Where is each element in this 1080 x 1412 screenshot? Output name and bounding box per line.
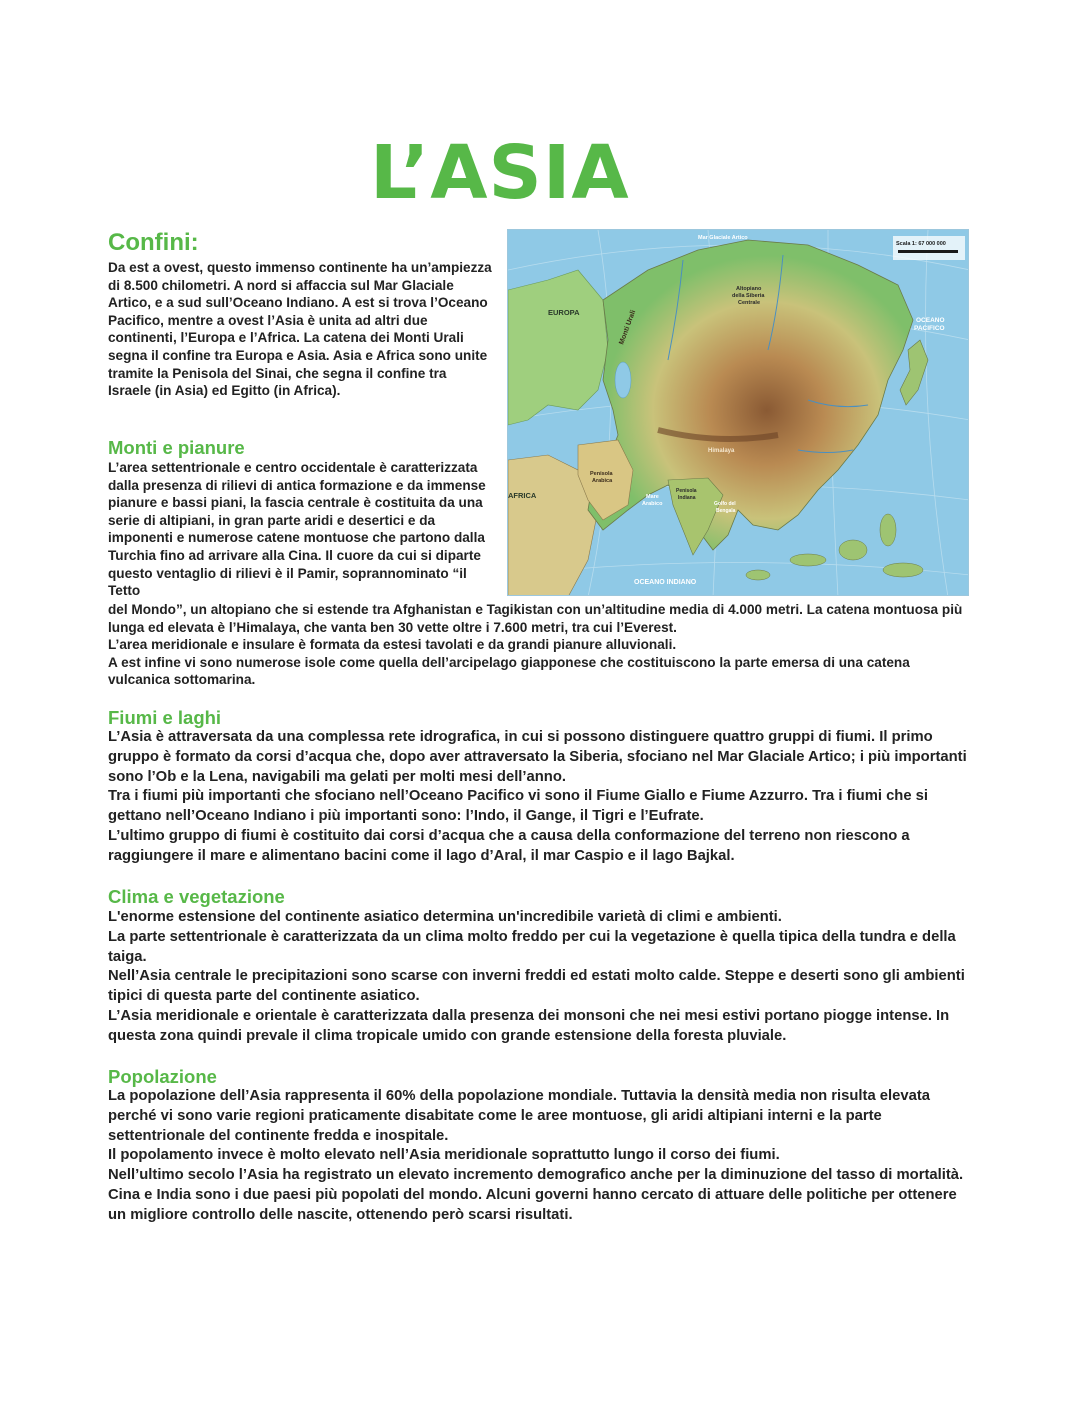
monti-text-wide-2: L’area meridionale e insulare è formata da estesi tavolati e da grandi pianure alluvionali. (108, 637, 677, 653)
map-label-monti-urali: Monti Urali (618, 309, 638, 346)
map-scale-label: Scala 1: 67 000 000 (896, 241, 946, 247)
paragraph-monti-narrow (108, 459, 493, 600)
map-label-golfo-bengala-2: Bengala (716, 508, 736, 514)
popolazione-p1: La popolazione dell’Asia rappresenta il 60% della popolazione mondiale. Tuttavia la densità media non risulta elevata perché vi sono varie regioni praticamente disabitate come le aree montuose, gli aridi altipiani interni e la parte settentrionale del continente fredda e inospitale. (108, 1088, 930, 1144)
map-label-altopiano-siberia-1: Altopiano (736, 286, 762, 292)
heading-monti-pianure: Monti e pianure (108, 437, 245, 458)
map-label-europa: EUROPA (548, 308, 580, 317)
map-label-golfo-bengala-1: Golfo del (714, 501, 736, 507)
paragraph-popolazione (108, 1087, 968, 1226)
monti-text-wide-1: del Mondo”, un altopiano che si estende tra Afghanistan e Tagikistan con un’altitudine media di 4.000 metri. La catena montuosa più lunga ed elevata è l’Himalaya, che vanta ben 30 vette oltre i 7.600 metri, tra cui l’Everest. (108, 602, 963, 635)
heading-confini: Confini: (108, 229, 199, 256)
monti-text-wide-3: A est infine vi sono numerose isole come quella dell’arcipelago giapponese che costituiscono la parte emersa di una catena vulcanica sottomarina. (108, 654, 910, 688)
fiumi-p3: L’ultimo gruppo di fiumi è costituito dai corsi d’acqua che a causa della conformazione del terreno non riescono a raggiungere il mare e alimentano bacini come il lago d’Aral, il mar Caspio e il lago Bajkal. (108, 827, 910, 864)
paragraph-clima (108, 908, 968, 1047)
map-label-himalaya: Himalaya (708, 448, 735, 454)
map-label-penisola-arabica-2: Arabica (592, 478, 613, 484)
clima-p1: L'enorme estensione del continente asiatico determina un'incredibile varietà di climi e ambienti. (108, 909, 782, 925)
clima-p3: Nell’Asia centrale le precipitazioni sono scarse con inverni freddi ed estati molto calde. Steppe e deserti sono gli ambienti tipici di questa parte del continente asiatico. (108, 968, 965, 1005)
heading-popolazione: Popolazione (108, 1066, 217, 1087)
popolazione-p3: Nell’ultimo secolo l’Asia ha registrato un elevato incremento demografico anche per la diminuzione del tasso di mortalità. (108, 1167, 964, 1184)
heading-clima-vegetazione: Clima e vegetazione (108, 886, 285, 907)
map-label-mar-glaciale: Mar Glaciale Artico (698, 235, 748, 241)
asia-physical-map (507, 229, 969, 596)
map-label-penisola-indiana-2: Indiana (678, 495, 696, 501)
heading-fiumi-laghi: Fiumi e laghi (108, 707, 222, 728)
paragraph-fiumi (108, 728, 968, 867)
fiumi-p2: Tra i fiumi più importanti che sfociano nell’Oceano Pacifico vi sono il Fiume Giallo e Fiume Azzurro. Tra i fiumi che si gettano nell’Oceano Indiano i più importanti sono: l’Indo, il Gange, il Tigri e l’Eufrate. (108, 788, 929, 825)
map-svg (508, 230, 969, 596)
clima-p4: L’Asia meridionale e orientale è caratterizzata dalla presenza dei monsoni che nei mesi estivi portano piogge intense. In questa zona quindi prevale il clima tropicale umido con grande estensione della foresta pluviale. (108, 1007, 950, 1044)
map-label-oceano-indiano: OCEANO INDIANO (634, 579, 697, 586)
paragraph-confini (108, 259, 493, 400)
popolazione-p4: Cina e India sono i due paesi più popolati del mondo. Alcuni governi hanno cercato di attuare delle politiche per ottenere un migliore controllo delle nascite, ottenendo però scarsi risultati. (108, 1186, 957, 1223)
map-label-penisola-indiana-1: Penisola (676, 488, 697, 494)
confini-text: Da est a ovest, questo immenso continente ha un’ampiezza di 8.500 chilometri. A nord si affaccia sul Mar Glaciale Artico, e a sud sull’Oceano Indiano. A est si trova l’Oceano Pacifico, mentre a ovest l’Asia è unita ad altri due continenti, l’Europa e l’Africa. La catena dei Monti Urali segna il confine tra Europa e Asia. Asia e Africa sono unite tramite la Penisola del Sinai, che segna il confine tra Israele (in Asia) ed Egitto (in Africa). (108, 260, 492, 399)
map-scale-bar (898, 250, 958, 253)
page-title: L’ASIA (370, 130, 630, 216)
map-label-africa: AFRICA (508, 491, 537, 500)
fiumi-p1: L’Asia è attraversata da una complessa rete idrografica, in cui si possono distinguere quattro gruppi di fiumi. Il primo gruppo è formato da corsi d’acqua che, dopo aver attraversato la Siberia, sfociano nel Mar Glaciale Artico; i più importanti sono l’Ob e la Lena, navigabili ma gelati per molti mesi dell’anno. (108, 729, 967, 785)
map-label-altopiano-siberia-3: Centrale (738, 300, 761, 306)
map-caspian-sea (615, 362, 631, 398)
map-label-oceano-pacifico-1: OCEANO (916, 317, 945, 324)
map-label-penisola-arabica-1: Penisola (590, 471, 613, 477)
paragraph-monti-wide (108, 601, 968, 689)
clima-p2: La parte settentrionale è caratterizzata da un clima molto freddo per cui la vegetazione è quella tipica della tundra e della taiga. (108, 928, 956, 965)
map-label-mare-arabico-2: Arabico (642, 501, 663, 507)
map-scale-box (893, 236, 965, 260)
map-label-oceano-pacifico-2: PACIFICO (914, 325, 945, 332)
map-label-altopiano-siberia-2: della Siberia (732, 293, 765, 299)
map-label-mare-arabico-1: Mare (646, 494, 659, 500)
monti-text-narrow: L’area settentrionale e centro occidentale è caratterizzata dalla presenza di rilievi di antica formazione e da immense pianure e bassi piani, la fascia centrale è costituita da una serie di altipiani, in gran parte aridi e desertici e da imponenti e numerose catene montuose che partono dalla Turchia fino ad arrivare alla Cina. Il cuore da cui si diparte questo ventaglio di rilievi è il Pamir, soprannominato “il Tetto (108, 460, 486, 599)
popolazione-p2: Il popolamento invece è molto elevato nell’Asia meridionale soprattutto lungo il corso dei fiumi. (108, 1147, 780, 1164)
